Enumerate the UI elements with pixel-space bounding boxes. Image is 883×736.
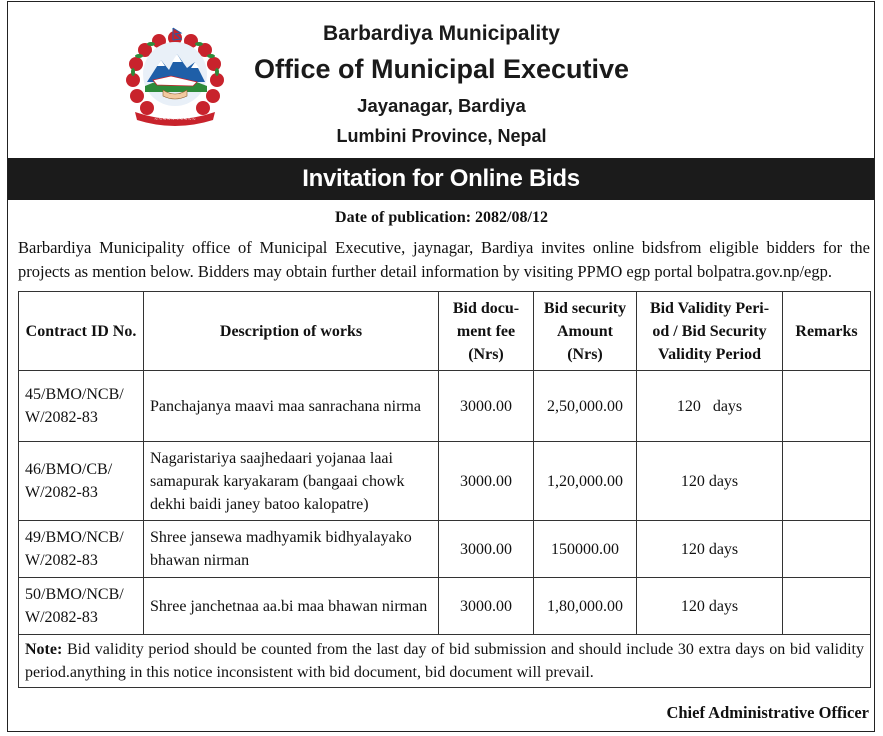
cell-description: Nagaristariya saajhedaari yojanaa laai samapurak karyakaram (bangaai chowk dekhi baidi janey batoo kalopatre)	[144, 442, 439, 521]
cell-security: 150000.00	[534, 521, 637, 578]
cell-remarks	[783, 371, 871, 442]
cell-contract-id: 45/BMO/NCB/ W/2082-83	[19, 371, 144, 442]
province-line: Lumbini Province, Nepal	[336, 126, 547, 146]
cell-validity: 120 days	[637, 442, 783, 521]
note-cell	[19, 635, 871, 688]
cell-doc-fee: 3000.00	[439, 442, 534, 521]
cell-validity: 120 days	[637, 371, 783, 442]
cell-security: 1,20,000.00	[534, 442, 637, 521]
bids-table	[18, 291, 871, 688]
table-row	[19, 442, 871, 521]
cell-security: 1,80,000.00	[534, 578, 637, 635]
header-validity: Bid Validity Peri-od / Bid Security Validity Period	[637, 292, 783, 371]
cell-remarks	[783, 578, 871, 635]
cell-validity: 120 days	[637, 578, 783, 635]
table-row	[19, 521, 871, 578]
municipality-name: Barbardiya Municipality	[323, 22, 560, 45]
table-row	[19, 371, 871, 442]
cell-validity: 120 days	[637, 521, 783, 578]
header-doc-fee: Bid docu-ment fee (Nrs)	[439, 292, 534, 371]
note-label: Note:	[25, 641, 63, 658]
cell-doc-fee: 3000.00	[439, 371, 534, 442]
svg-text:~~~~~~~~~~: ~~~~~~~~~~	[154, 117, 196, 123]
table-header-row	[19, 292, 871, 371]
header-description: Description of works	[144, 292, 439, 371]
cell-remarks	[783, 521, 871, 578]
cell-contract-id: 46/BMO/CB/ W/2082-83	[19, 442, 144, 521]
header-security-amount: Bid security Amount (Nrs)	[534, 292, 637, 371]
publication-date: Date of publication: 2082/08/12	[335, 209, 548, 226]
signatory-title: Chief Administrative Officer	[666, 703, 869, 722]
cell-description: Shree janchetnaa aa.bi maa bhawan nirman	[144, 578, 439, 635]
city-line: Jayanagar, Bardiya	[357, 95, 526, 116]
cell-doc-fee: 3000.00	[439, 578, 534, 635]
intro-paragraph: Barbardiya Municipality office of Municipal Executive, jaynagar, Bardiya invites online bidsfrom eligible bidders for the projects as mention below. Bidders may obtain further detail information by visiting PPMO egp portal bolpatra.gov.np/egp.	[18, 238, 870, 281]
note-text: Bid validity period should be counted from the last day of bid submission and should include 30 extra days on bid validity period.anything in this notice inconsistent with bid document, bid document will prevail.	[25, 641, 864, 681]
cell-description: Shree jansewa madhyamik bidhyalayako bhawan nirman	[144, 521, 439, 578]
table-row	[19, 578, 871, 635]
cell-description: Panchajanya maavi maa sanrachana nirma	[144, 371, 439, 442]
cell-security: 2,50,000.00	[534, 371, 637, 442]
bids-table-wrapper	[18, 291, 870, 688]
note-row	[19, 635, 871, 688]
office-title: Office of Municipal Executive	[253, 54, 630, 84]
cell-contract-id: 49/BMO/NCB/ W/2082-83	[19, 521, 144, 578]
cell-contract-id: 50/BMO/NCB/ W/2082-83	[19, 578, 144, 635]
notice-banner: Invitation for Online Bids	[8, 158, 874, 200]
cell-doc-fee: 3000.00	[439, 521, 534, 578]
header-contract-id: Contract ID No.	[19, 292, 144, 371]
header-remarks: Remarks	[783, 292, 871, 371]
cell-remarks	[783, 442, 871, 521]
